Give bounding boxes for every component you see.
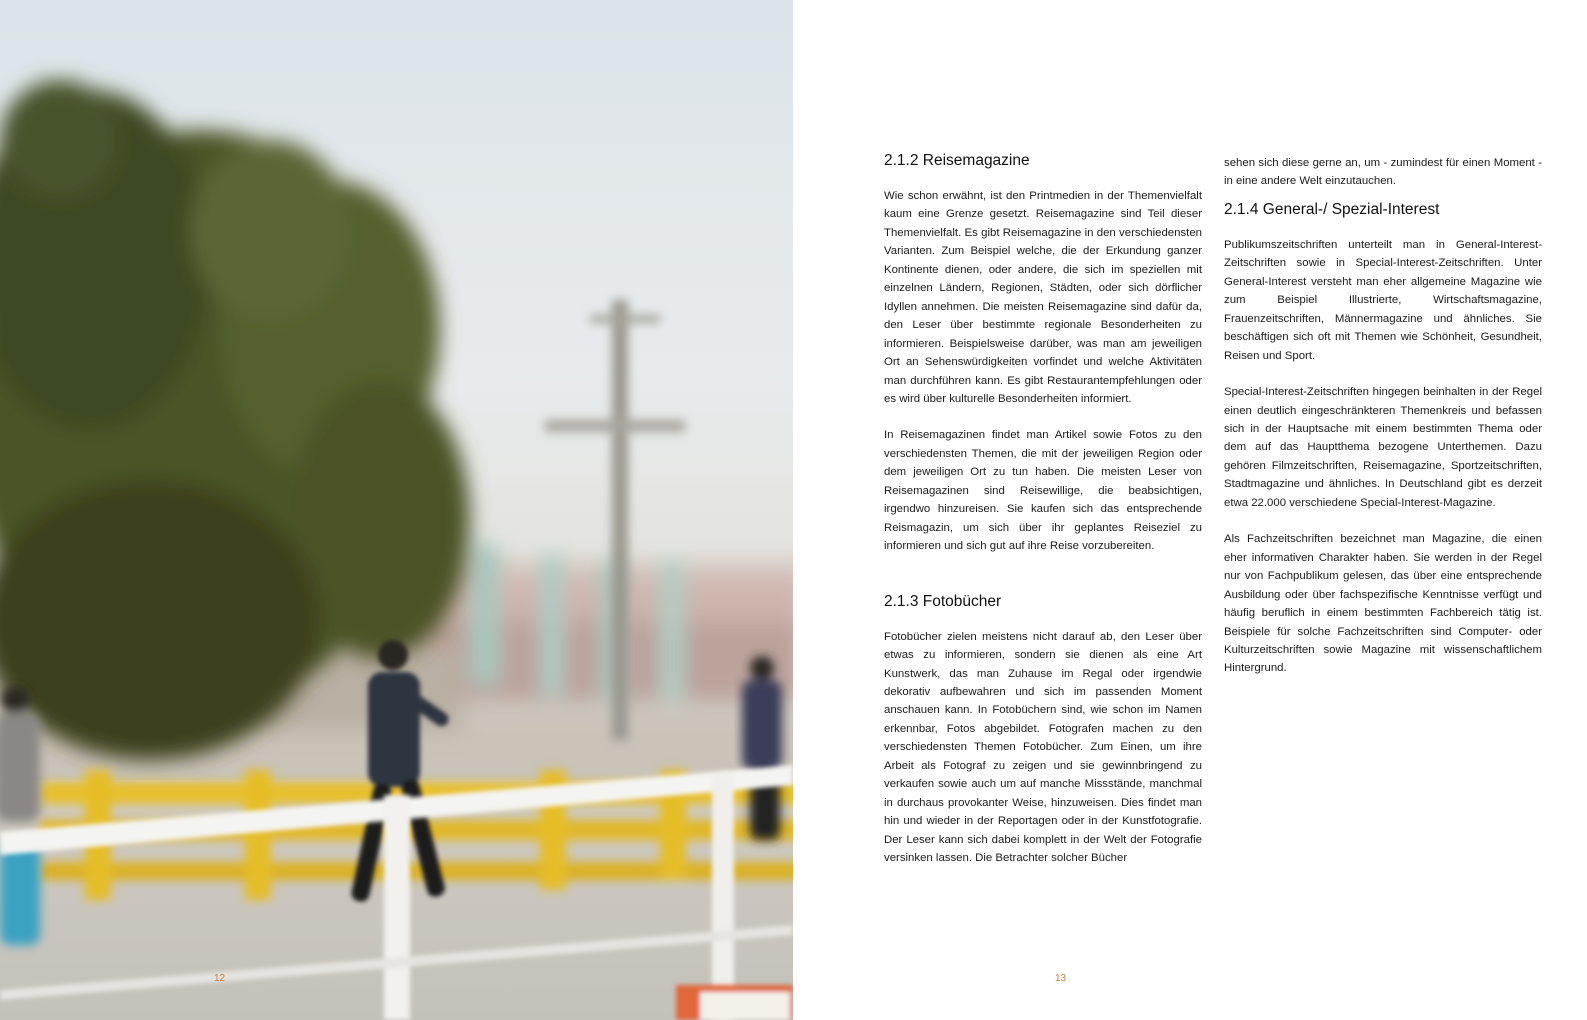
paragraph-fotobuecher-continued: sehen sich diese gerne an, um - zumindest für einen Moment - in eine andere Welt einzutauchen. [1224,157,1542,188]
paragraph-fachzeitschriften: Als Fachzeitschriften bezeichnet man Magazine, die einen eher informativen Charakter haben. Sie werden in der Regel nur von Fachpublikum gelesen, das über eine entsprechende Ausbildung oder über fachspezifische Kenntnisse verfügt und häufig beruflich in einem bestimmten Fachbereich tätig ist. Beispiele für solche Fachzeitschriften sind Computer- oder Kulturzeitschriften sowie Magazine mit wissenschaftlichem Hintergrund. [1224,533,1542,675]
paragraph-reisemagazine-1: Wie schon erwähnt, ist den Printmedien in der Themenvielfalt kaum eine Grenze gesetzt. Reisemagazine sind Teil dieser Themenvielfalt. Es gibt Reisemagazine in den verschiedensten Varianten. Zum Beispiel welche, die der Erkundung ganzer Kontinente dienen, oder andere, die sich im speziellen mit einzelnen Ländern, Regionen, Städten, oder sich dörflicher Idyllen annehmen. Die meisten Reisemagazine sind dafür da, den Leser über bestimmte regionale Besonderheiten zu informieren. Beispielsweise darüber, was man am jeweiligen Ort an Sehenswürdigkeiten vorfindet und welche Aktivitäten man durchführen kann. Es gibt Restaurantempfehlungen oder es wird über kulturelle Besonderheiten informiert. [884,190,1202,405]
paragraph-special-interest: Special-Interest-Zeitschriften hingegen beinhalten in der Regel einen deutlich eingeschränkteren Themenkreis und befassen sich in der Hauptsache mit einem bestimmten Thema oder dem auf das Hauptthema bezogene Unterthemen. Dazu gehören Filmzeitschriften, Reisemagazine, Sportzeitschriften, Stadtmagazine und ähnliches. In Deutschland gibt es derzeit etwa 22.000 verschiedene Special-Interest-Magazine. [1224,386,1542,509]
paragraph-general-interest: Publikumszeitschriften unterteilt man in General-Interest-Zeitschriften sowie in Special-Interest-Zeitschriften. Unter General-Interest versteht man eher allgemeine Magazine wie zum Beispiel Illustrierte, Wirtschaftsmagazine, Frauenzeitschriften, Männermagazine und ähnliches. Sie beschäftigen sich oft mit Themen wie Schönheit, Gesundheit, Reisen und Sport. [1224,238,1542,362]
paragraph-fotobuecher: Fotobücher zielen meistens nicht darauf ab, den Leser über etwas zu informieren, sondern sie dienen als eine Art Kunstwerk, das man Zuhause im Regal oder irgendwie dekorativ aufbewahren und sich im passenden Moment anschauen kann. In Fotobüchern sind, wie schon im Namen erkennbar, Fotos abgebildet. Fotografen machen zu den verschiedensten Themen Fotobücher. Zum Einen, um ihre Arbeit als Fotograf zu zeigen und sie gewinnbringend zu verkaufen sowie auch um auf manche Missstände, manchmal in durchaus provokanter Weise, hinzuweisen. Dies findet man hin und wieder in der Reportagen oder in der Kunstfotografie. Der Leser kann sich dabei komplett in der Welt der Fotografie versinken lassen. Die Betrachter solcher Bücher [884,630,1202,865]
text-column-1 [884,150,1202,868]
page-number-right: 13 [1055,973,1067,984]
page-number-left: 12 [214,973,226,984]
photo-page [0,0,793,1020]
heading-reisemagazine: 2.1.2 Reisemagazine [884,152,1030,169]
heading-general-special-interest: 2.1.4 General-/ Spezial-Interest [1224,200,1440,218]
text-column-2 [1224,154,1542,678]
orange-sign [676,985,793,1020]
heading-fotobuecher: 2.1.3 Fotobücher [884,592,1002,610]
blurred-street-photo [0,0,793,1020]
pedestrian-left [0,686,40,945]
paragraph-reisemagazine-2: In Reisemagazinen findet man Artikel sowie Fotos zu den verschiedensten Themen, die mit der jeweiligen Region oder dem jeweiligen Ort zu tun haben. Die meisten Leser von Reisemagazinen sind Reisewillige, die beabsichtigen, irgendwo hinzureisen. Sie kaufen sich das entsprechende Reismagazin, um sich über ihr geplantes Reiseziel zu informieren und sich gut auf ihre Reise vorzubereiten. [884,429,1202,553]
